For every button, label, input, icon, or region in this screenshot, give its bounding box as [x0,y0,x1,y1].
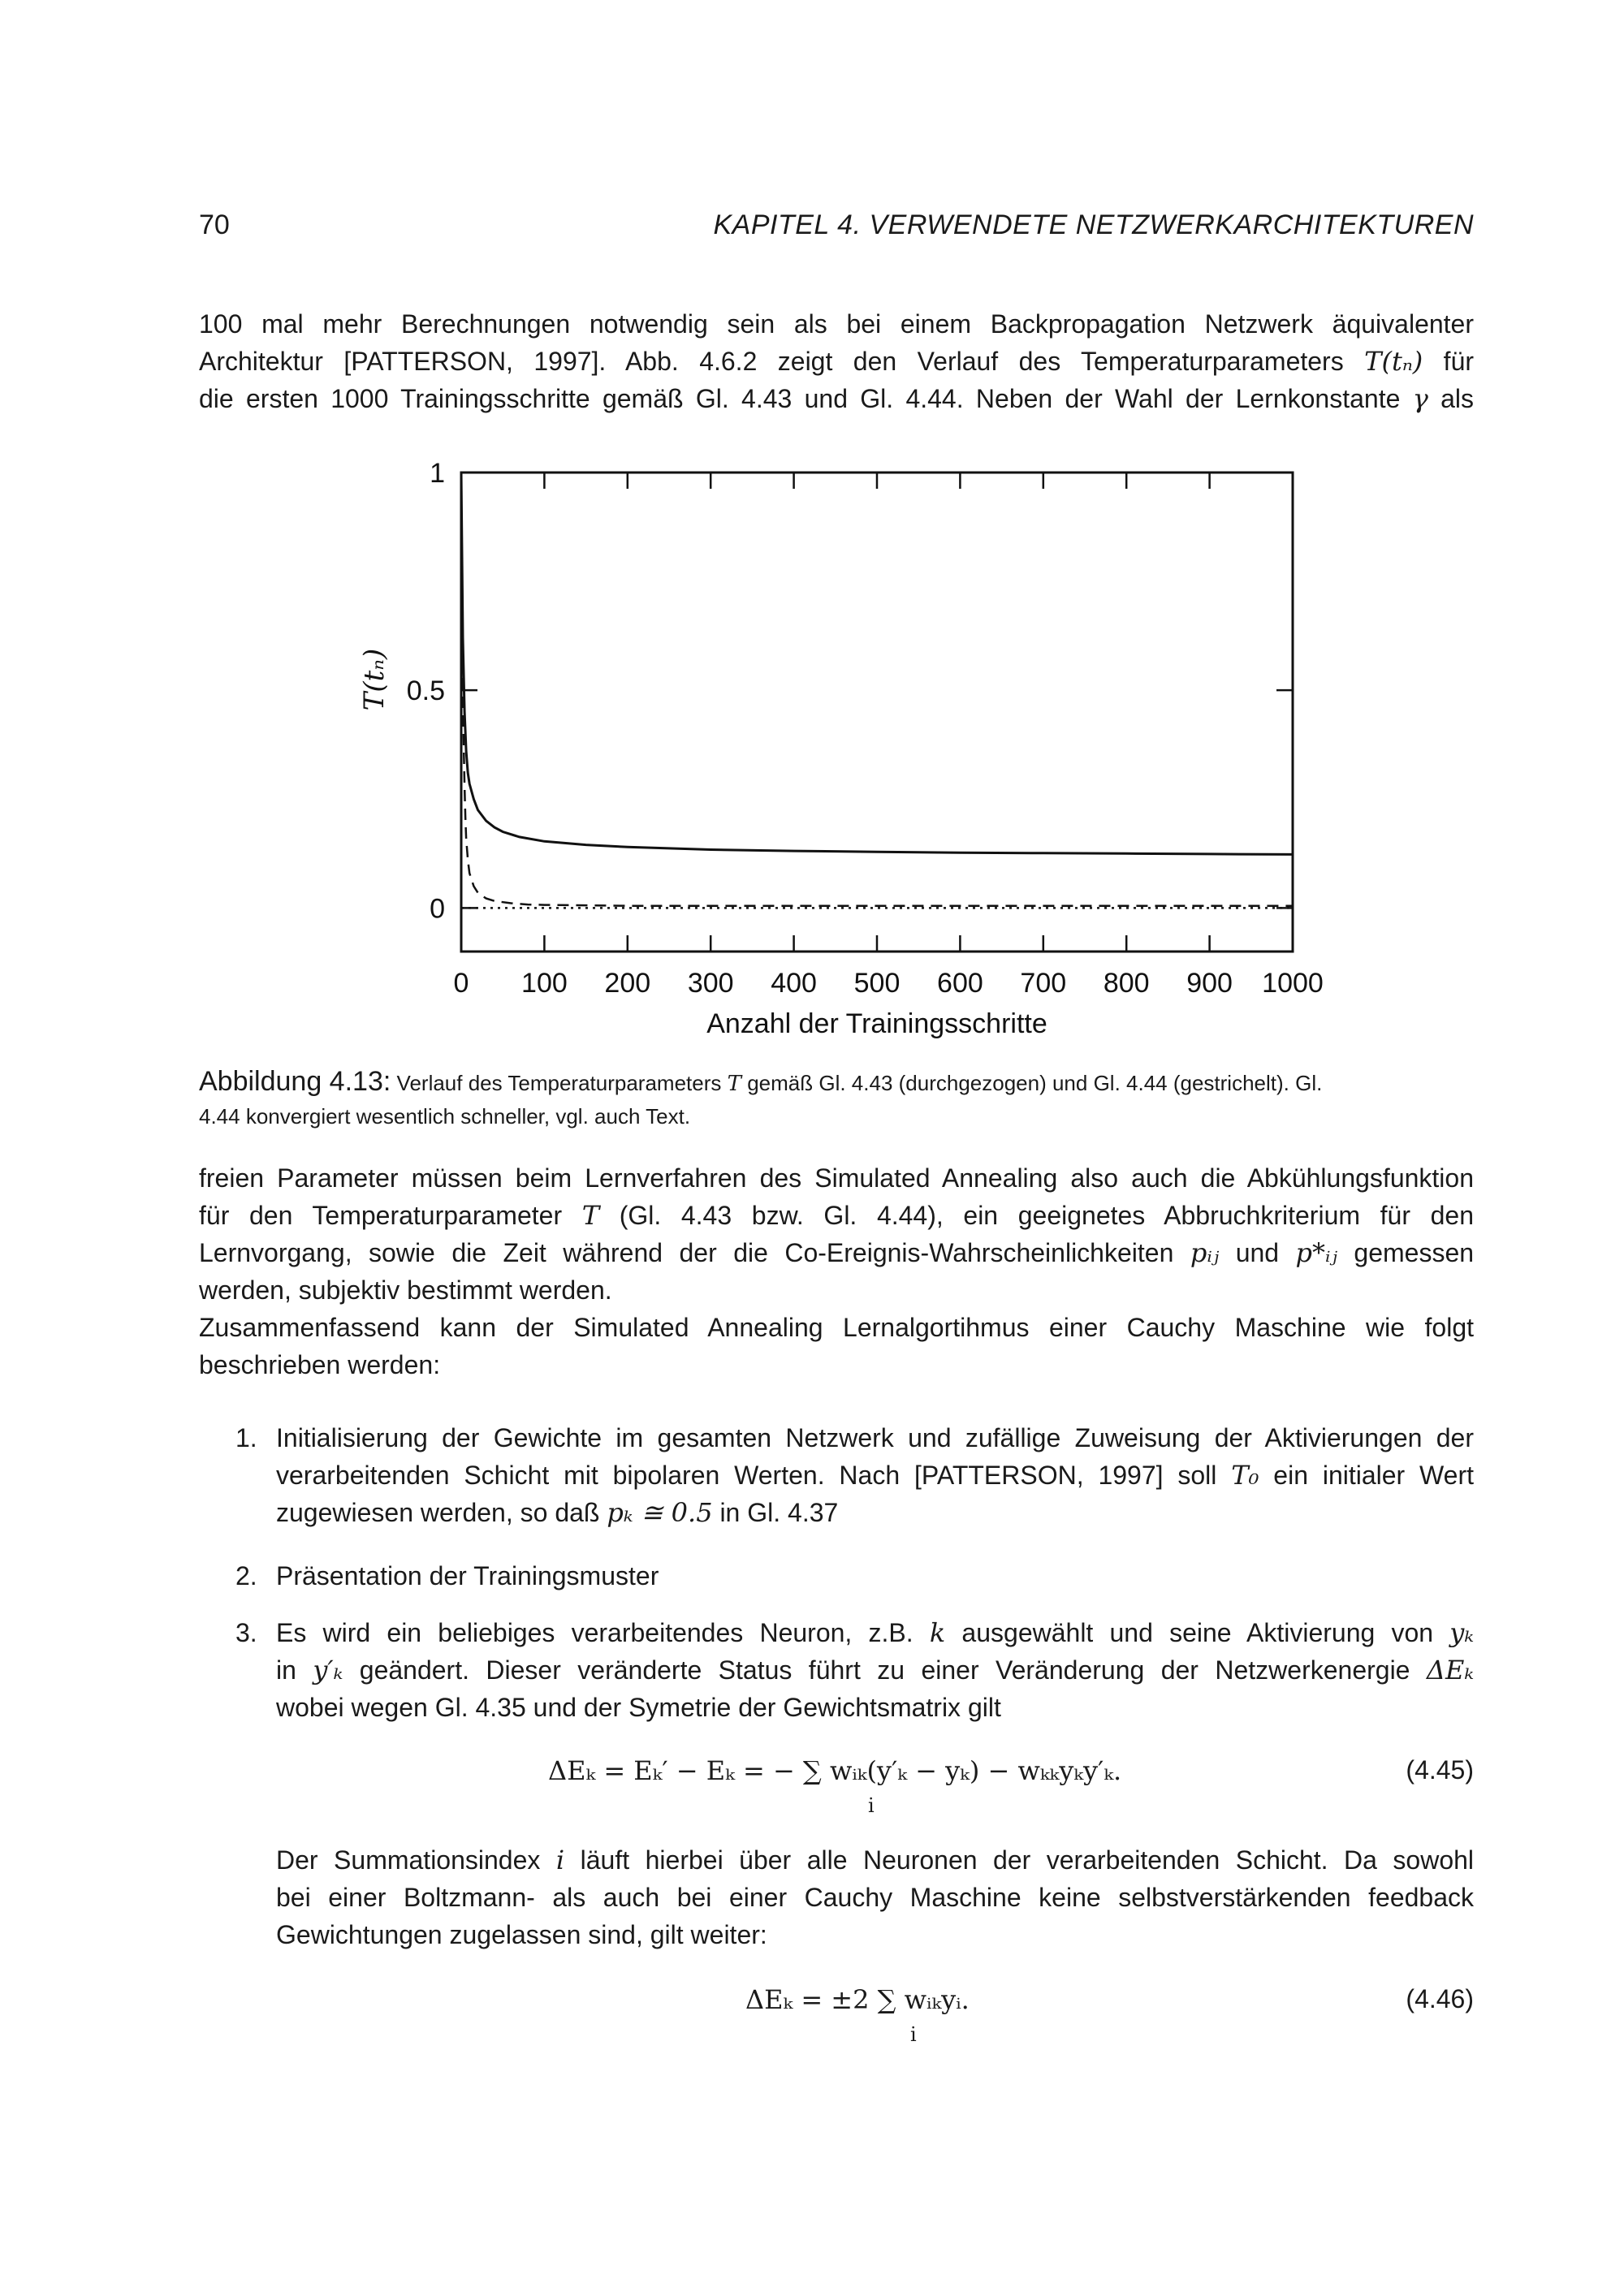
list-line: zugewiesen werden, so daß pₖ ≅ 0.5 in Gl. 4.37 [276,1497,839,1528]
x-tick-label: 700 [1020,968,1067,999]
body-line: Zusammenfassend kann der Simulated Annealing Lernalgortihmus einer Cauchy Maschine wie folgt [199,1313,1474,1342]
body-line: werden, subjektiv bestimmt werden. [199,1275,612,1305]
list-line: bei einer Boltzmann- als auch bei einer Cauchy Maschine keine selbstverstärkenden feedback [276,1883,1474,1912]
list-number: 1. [235,1423,257,1452]
list-line: Es wird ein beliebiges verarbeitendes Neuron, z.B. k ausgewählt und seine Aktivierung von yₖ [276,1617,1475,1648]
equation-4-45: ΔEₖ = Eₖ′ − Eₖ = − ∑ wᵢₖ(y′ₖ − yₖ) − wₖₖyₖy′ₖ. [548,1755,1122,1786]
equation-number-4-45: (4.45) [1406,1755,1474,1785]
x-tick-label: 300 [687,968,734,999]
intro-line-3: die ersten 1000 Trainingsschritte gemäß Gl. 4.43 und Gl. 4.44. Neben der Wahl der Lernkonstante γ als [199,383,1475,414]
page-number: 70 [199,209,230,240]
list-line: verarbeitenden Schicht mit bipolaren Werten. Nach [PATTERSON, 1997] soll T₀ ein initialer Wert [276,1460,1475,1491]
caption-label: Abbildung 4.13: [199,1066,391,1097]
list-line: Initialisierung der Gewichte im gesamten Netzwerk und zufällige Zuweisung der Aktivierungen der [276,1423,1474,1452]
x-tick-label: 100 [521,968,568,999]
intro-line-2: Architektur [PATTERSON, 1997]. Abb. 4.6.2 zeigt den Verlauf des Temperaturparameters T(tₙ) für [199,346,1475,377]
y-tick-label: 1 [430,458,445,489]
list-line: in y′ₖ geändert. Dieser veränderte Status führt zu einer Veränderung der Netzwerkenergie ΔEₖ [276,1655,1475,1685]
equation-4-45-subscript: i [868,1794,875,1817]
temperature-chart [0,0,1624,1055]
body-line: beschrieben werden: [199,1350,441,1379]
y-tick-label: 0 [430,893,445,925]
list-number: 3. [235,1618,257,1647]
equation-4-46-subscript: i [910,2023,917,2046]
list-line: Der Summationsindex i läuft hierbei über alle Neuronen der verarbeitenden Schicht. Da sowohl [276,1845,1475,1875]
x-tick-label: 500 [853,968,901,999]
x-axis-label: Anzahl der Trainingsschritte [706,1008,1047,1039]
x-tick-label: 200 [604,968,651,999]
y-tick-label: 0.5 [406,675,445,707]
body-line: Lernvorgang, sowie die Zeit während der die Co-Ereignis-Wahrscheinlichkeiten pᵢⱼ und p*ᵢⱼ gemessen [199,1237,1475,1268]
series-line-solid [461,473,1293,854]
equation-4-46: ΔEₖ = ±2 ∑ wᵢₖyᵢ. [745,1984,970,2015]
list-line: wobei wegen Gl. 4.35 und der Symetrie der Gewichtsmatrix gilt [276,1693,1001,1722]
x-tick-label: 1000 [1262,968,1324,999]
list-number: 2. [235,1561,257,1590]
x-tick-label: 400 [771,968,817,999]
x-tick-label: 800 [1103,968,1150,999]
list-line: Präsentation der Trainingsmuster [276,1561,659,1590]
chapter-title: KAPITEL 4. VERWENDETE NETZWERKARCHITEKTUREN [713,209,1474,240]
caption-line-1: Abbildung 4.13: Verlauf des Temperaturparameters T gemäß Gl. 4.43 (durchgezogen) und Gl. 4.44 (gestrichelt). Gl. [199,1066,1323,1097]
caption-line-2: 4.44 konvergiert wesentlich schneller, vgl. auch Text. [199,1104,691,1129]
figure-caption [199,1065,1474,1133]
y-axis-label: T(tₙ) [358,648,391,711]
list-line: Gewichtungen zugelassen sind, gilt weiter: [276,1920,767,1949]
x-tick-label: 600 [937,968,983,999]
body-line: freien Parameter müssen beim Lernverfahren des Simulated Annealing also auch die Abkühlungsfunktion [199,1163,1474,1193]
intro-line-1: 100 mal mehr Berechnungen notwendig sein als bei einem Backpropagation Netzwerk äquivalenter [199,309,1474,339]
plot-frame [461,473,1293,952]
equation-number-4-46: (4.46) [1406,1984,1474,2013]
series-line-dashed [461,473,1293,906]
x-tick-label: 0 [453,968,469,999]
x-tick-label: 900 [1186,968,1233,999]
body-paragraph-1 [199,1159,1474,1383]
body-line: für den Temperaturparameter T (Gl. 4.43 bzw. Gl. 4.44), ein geeignetes Abbruchkriterium für den [199,1200,1474,1231]
